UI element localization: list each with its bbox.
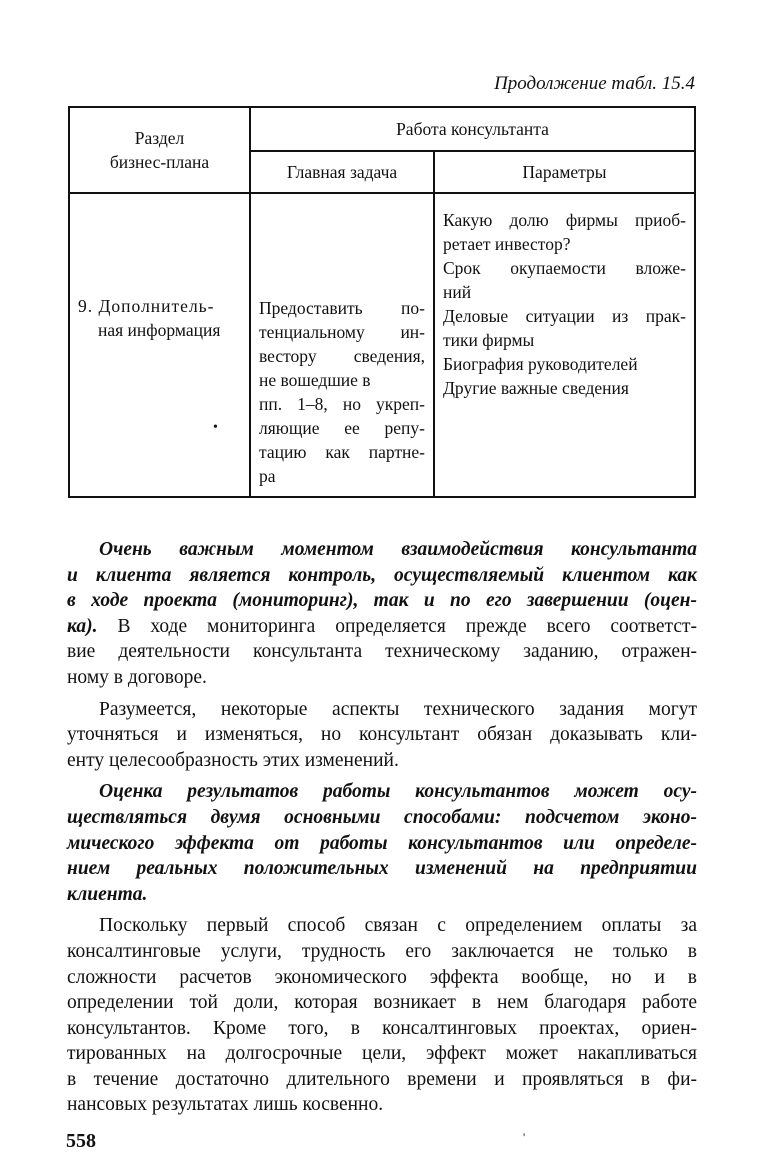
cell-section	[69, 193, 250, 497]
text-line: консультантов. Кроме того, в консалтинговых проектах, ориен-	[67, 1017, 697, 1039]
page-number: 558	[66, 1130, 96, 1152]
cell-line: Биография руководителей	[443, 354, 638, 374]
cell-line: пп. 1–8, но укреп-	[259, 394, 425, 414]
text-line: Разумеется, некоторые аспекты технического задания могут	[99, 698, 697, 720]
cell-line: Какую долю фирмы приоб-	[443, 210, 686, 230]
header-consultant-work: Работа консультанта	[250, 107, 695, 151]
text-line: Оценка результатов работы консультантов может осу-	[99, 781, 697, 803]
cell-line: ний	[443, 282, 472, 302]
paragraph-1	[67, 537, 697, 691]
text-line: ществляться двумя основными способами: подсчетом эконо-	[67, 806, 697, 828]
text-line: Очень важным моментом взаимодействия консультанта	[99, 539, 697, 560]
text-line: и клиента является контроль, осуществляемый клиентом как	[67, 564, 697, 586]
cell-line: тацию как партне-	[259, 442, 425, 462]
header-section	[69, 107, 250, 193]
cell-line: ра	[259, 466, 276, 486]
text-line: нием реальных положительных изменений на предприятии	[67, 858, 697, 880]
text-line: в течение достаточно длительного времени и проявляться в фи-	[67, 1068, 697, 1090]
cell-line: Предоставить по-	[259, 298, 425, 318]
header-parameters: Параметры	[434, 151, 695, 193]
text-line	[67, 614, 697, 640]
text-line: вие деятельности консультанта техническому заданию, отражен-	[67, 641, 697, 663]
cell-line: вестору сведения,	[259, 346, 425, 366]
business-plan-table	[68, 106, 696, 498]
header-section-line: Раздел	[134, 128, 185, 148]
cell-line: ная информация	[98, 320, 221, 340]
text-line: уточняться и изменяться, но консультант обязан доказывать кли-	[67, 724, 697, 746]
text-emphasis: ка).	[67, 615, 98, 637]
paragraph-3	[67, 779, 697, 907]
text-line: в ходе проекта (мониторинг), так и по его завершении (оцен-	[67, 590, 697, 612]
cell-line: Деловые ситуации из прак-	[443, 306, 686, 326]
text-line: ному в договоре.	[67, 666, 207, 688]
text-line: нансовых результатах лишь косвенно.	[67, 1094, 384, 1116]
text-line: сложности расчетов экономического эффекта вообще, но и в	[67, 966, 697, 988]
text-line: клиента.	[67, 883, 148, 905]
cell-line: 9. Дополнитель-	[78, 296, 215, 316]
text-line: консалтинговые услуги, трудность его заключается не только в	[67, 940, 697, 962]
header-main-task: Главная задача	[250, 151, 434, 193]
paragraph-2	[67, 697, 697, 774]
text-line: енту целесообразность этих изменений.	[67, 749, 399, 771]
text-line: мического эффекта от работы консультантов или определе-	[67, 832, 697, 854]
cell-line: не вошедшие в	[259, 370, 371, 390]
paragraph-4	[67, 913, 697, 1118]
cell-line: ляющие ее репу-	[259, 418, 425, 438]
cell-line: тенциальному ин-	[259, 322, 425, 342]
cell-line: тики фирмы	[443, 330, 535, 350]
cell-parameters	[434, 193, 695, 497]
cell-line: Другие важные сведения	[443, 378, 629, 398]
scan-speck: •	[213, 420, 218, 435]
text-line: определении той доли, которая возникает в нем благодаря работе	[67, 992, 697, 1014]
header-section-line: бизнес-плана	[109, 152, 210, 172]
text-line: Поскольку первый способ связан с определением оплаты за	[99, 915, 697, 937]
table-continuation-caption: Продолжение табл. 15.4	[494, 73, 695, 94]
scan-speck: '	[523, 1130, 526, 1144]
body-text	[67, 537, 697, 1124]
cell-task	[250, 193, 434, 497]
cell-line: Срок окупаемости вложе-	[443, 258, 686, 278]
cell-line: ретает инвестор?	[443, 234, 571, 254]
text-line: тированных на долгосрочные цели, эффект может накапливаться	[67, 1043, 697, 1065]
text-run: В ходе мониторинга определяется прежде всего соответст-	[97, 615, 697, 637]
